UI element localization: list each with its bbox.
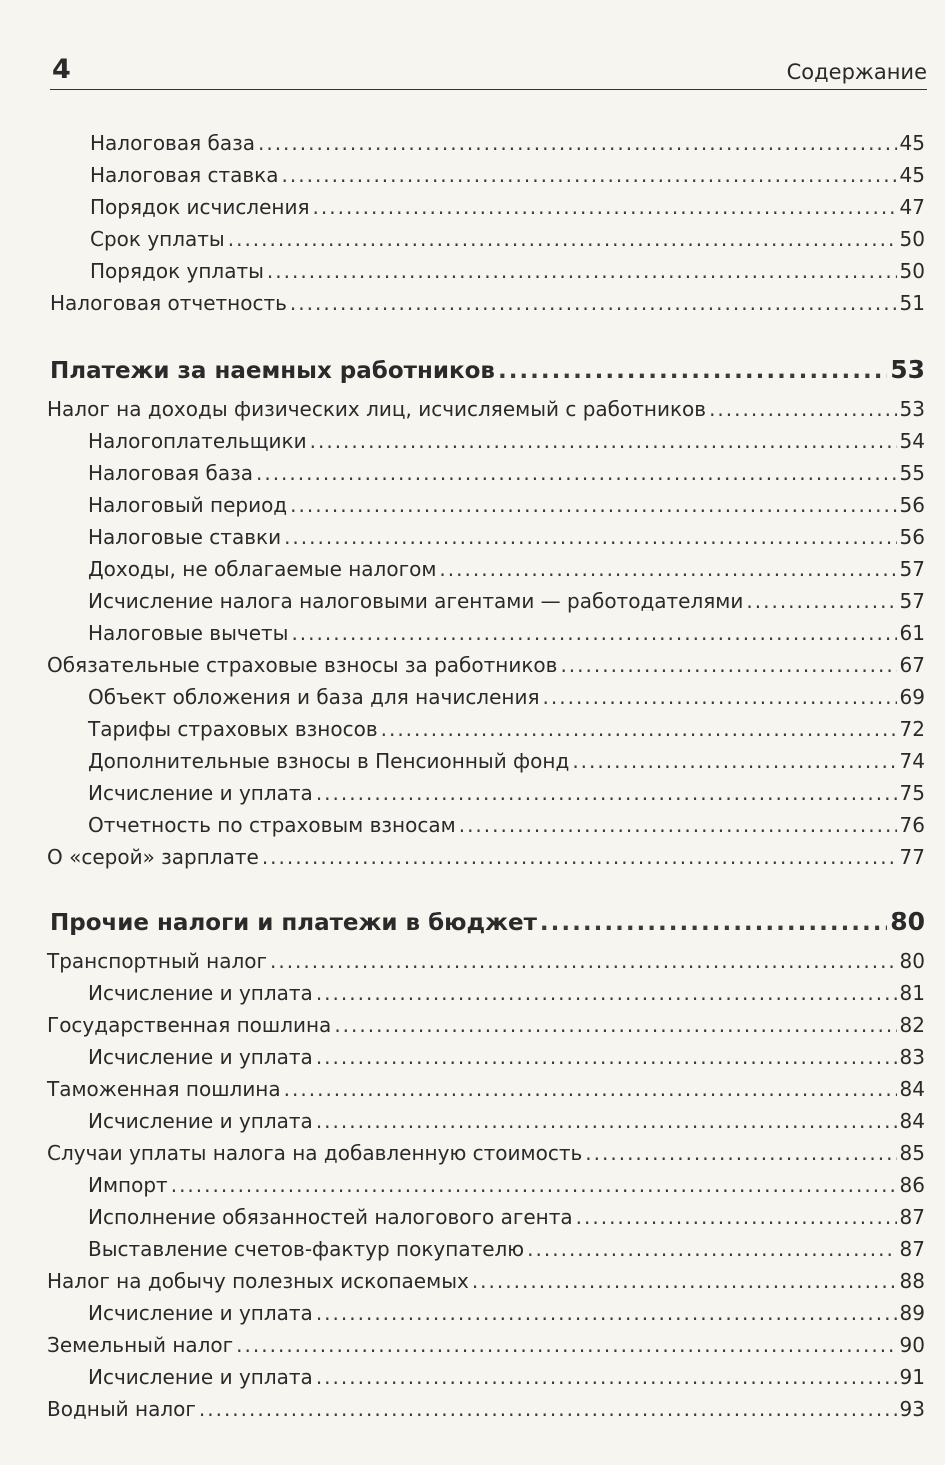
toc-entry-page: 45 [899,163,925,187]
toc-entry-page: 77 [899,845,925,869]
toc-entry [88,682,925,714]
toc-entry-page: 84 [899,1109,925,1133]
leader-dots [258,128,897,158]
leader-dots [291,618,896,648]
toc-entry-title: Прочие налоги и платежи в бюджет [50,910,537,936]
toc-entry-page: 53 [890,355,925,384]
toc-entry [88,426,925,458]
toc-entry-title: Налоговая ставка [90,163,279,187]
toc-entry-title: Водный налог [47,1397,196,1421]
toc-entry-page: 90 [899,1333,925,1357]
toc-entry-title: Срок уплаты [90,227,225,251]
toc-entry-page: 88 [899,1269,925,1293]
toc-entry [88,618,925,650]
toc-entry-page: 72 [899,717,925,741]
toc-entry-title: Исчисление и уплата [88,1045,313,1069]
toc-entry-page: 47 [899,195,925,219]
toc-entry [47,842,925,874]
toc-entry-title: Транспортный налог [47,949,267,973]
toc-entry [88,1106,925,1138]
toc-entry-title: Случаи уплаты налога на добавленную стоимость [47,1141,583,1165]
leader-dots [576,1202,897,1232]
toc-entry-title: Тарифы страховых взносов [88,717,378,741]
running-title: Содержание [786,60,927,84]
leader-dots [284,1074,897,1104]
toc-entry [47,650,925,682]
toc-entry-page: 50 [899,227,925,251]
toc-entry-title: Исчисление и уплата [88,1365,313,1389]
leader-dots [262,842,897,872]
toc-entry [88,554,925,586]
leader-dots [316,978,897,1008]
toc-entry-page: 84 [899,1077,925,1101]
toc-entry-title: Исчисление налога налоговыми агентами — работодателями [88,589,744,613]
toc-entry-title: Налог на доходы физических лиц, исчисляемый с работников [47,397,707,421]
leader-dots [282,160,897,190]
toc-entry-title: Исполнение обязанностей налогового агента [88,1205,573,1229]
leader-dots [560,650,896,680]
toc-entry-page: 50 [899,259,925,283]
toc-entry-title: Налоговые ставки [88,525,282,549]
leader-dots [310,426,897,456]
toc-entry [47,394,925,426]
toc-entry [88,714,925,746]
toc-entry-page: 51 [899,291,925,315]
toc-entry-title: Импорт [88,1173,168,1197]
toc-entry [88,978,925,1010]
toc-entry [47,1010,925,1042]
toc-entry-page: 74 [899,749,925,773]
toc-entry [50,902,925,942]
page-header [50,55,927,90]
toc-entry-title: Налоговые вычеты [88,621,289,645]
toc-entry-title: Выставление счетов-фактур покупателю [88,1237,525,1261]
toc-entry [47,1074,925,1106]
toc-entry-page: 45 [899,131,925,155]
leader-dots [540,903,887,943]
toc-entry [90,192,925,224]
toc-entry-title: Обязательные страховые взносы за работников [47,653,558,677]
toc-entry [90,224,925,256]
leader-dots [313,192,897,222]
toc-entry-title: Объект обложения и база для начисления [88,685,540,709]
toc-entry-page: 87 [899,1205,925,1229]
toc-entry [47,1394,925,1426]
toc-entry-title: Земельный налог [47,1333,234,1357]
toc-entry-title: Исчисление и уплата [88,981,313,1005]
leader-dots [316,1106,897,1136]
toc-entry [88,1170,925,1202]
toc-entry-page: 80 [890,907,925,936]
leader-dots [171,1170,897,1200]
toc-entry-page: 91 [899,1365,925,1389]
toc-entry-page: 69 [899,685,925,709]
toc-entry-page: 81 [899,981,925,1005]
leader-dots [381,714,897,744]
toc-entry [90,160,925,192]
toc-entry-title: Дополнительные взносы в Пенсионный фонд [88,749,570,773]
leader-dots [585,1138,896,1168]
toc-entry-page: 86 [899,1173,925,1197]
toc-entry-title: Платежи за наемных работников [50,358,495,384]
toc-entry [88,490,925,522]
toc-entry [88,1042,925,1074]
toc-entry-page: 61 [899,621,925,645]
leader-dots [459,810,897,840]
toc-entry-title: Исчисление и уплата [88,1109,313,1133]
leader-dots [709,394,896,424]
toc-entry-title: Налог на добычу полезных ископаемых [47,1269,469,1293]
toc-entry-title: Государственная пошлина [47,1013,332,1037]
toc-entry-page: 83 [899,1045,925,1069]
toc-entry-title: Налоговая база [90,131,255,155]
toc-entry-page: 76 [899,813,925,837]
leader-dots [316,1362,897,1392]
leader-dots [228,224,897,254]
toc-entry [50,350,925,390]
toc-entry [88,586,925,618]
leader-dots [199,1394,897,1424]
toc-entry [88,1298,925,1330]
toc-entry-page: 75 [899,781,925,805]
toc-entry-title: Налоговый период [88,493,288,517]
leader-dots [284,522,896,552]
leader-dots [498,351,887,391]
leader-dots [256,458,897,488]
leader-dots [290,490,896,520]
leader-dots [316,778,897,808]
toc-entry [88,1362,925,1394]
toc-entry-title: О «серой» зарплате [47,845,259,869]
leader-dots [527,1234,896,1264]
toc-entry-title: Отчетность по страховым взносам [88,813,456,837]
toc-entry-page: 54 [899,429,925,453]
toc-entry-title: Налогоплательщики [88,429,307,453]
toc-entry [88,458,925,490]
leader-dots [270,946,897,976]
leader-dots [316,1298,897,1328]
toc-entry-page: 53 [899,397,925,421]
toc-entry [88,746,925,778]
toc-entry-page: 57 [899,589,925,613]
toc-entry-title: Исчисление и уплата [88,1301,313,1325]
toc-entry-page: 89 [899,1301,925,1325]
toc-entry-title: Порядок исчисления [90,195,310,219]
toc-entry [90,256,925,288]
toc-entry-page: 80 [899,949,925,973]
leader-dots [334,1010,896,1040]
toc-entry-title: Налоговая база [88,461,253,485]
toc-entry-page: 57 [899,557,925,581]
toc-entry-page: 82 [899,1013,925,1037]
toc-entry [88,1234,925,1266]
toc-entry-page: 56 [899,525,925,549]
toc-entry [47,1330,925,1362]
toc-entry [88,1202,925,1234]
toc-entry [47,1138,925,1170]
page-number: 4 [52,54,71,85]
toc-entry-page: 85 [899,1141,925,1165]
toc-entry-page: 67 [899,653,925,677]
leader-dots [439,554,896,584]
toc-entry-page: 87 [899,1237,925,1261]
toc-entry [50,288,925,320]
leader-dots [746,586,896,616]
toc-entry [88,778,925,810]
leader-dots [543,682,897,712]
leader-dots [290,288,897,318]
toc-entry-page: 56 [899,493,925,517]
toc-entry [47,946,925,978]
toc-entry-title: Исчисление и уплата [88,781,313,805]
toc-entry-title: Таможенная пошлина [47,1077,281,1101]
leader-dots [472,1266,897,1296]
leader-dots [572,746,896,776]
toc-entry [88,810,925,842]
toc-entry [47,1266,925,1298]
toc-entry-title: Налоговая отчетность [50,291,287,315]
leader-dots [236,1330,896,1360]
leader-dots [267,256,897,286]
toc-entry-title: Доходы, не облагаемые налогом [88,557,437,581]
leader-dots [316,1042,897,1072]
toc-entry [88,522,925,554]
toc-entry-page: 55 [899,461,925,485]
toc-entry-title: Порядок уплаты [90,259,264,283]
toc-entry-page: 93 [899,1397,925,1421]
toc-entry [90,128,925,160]
